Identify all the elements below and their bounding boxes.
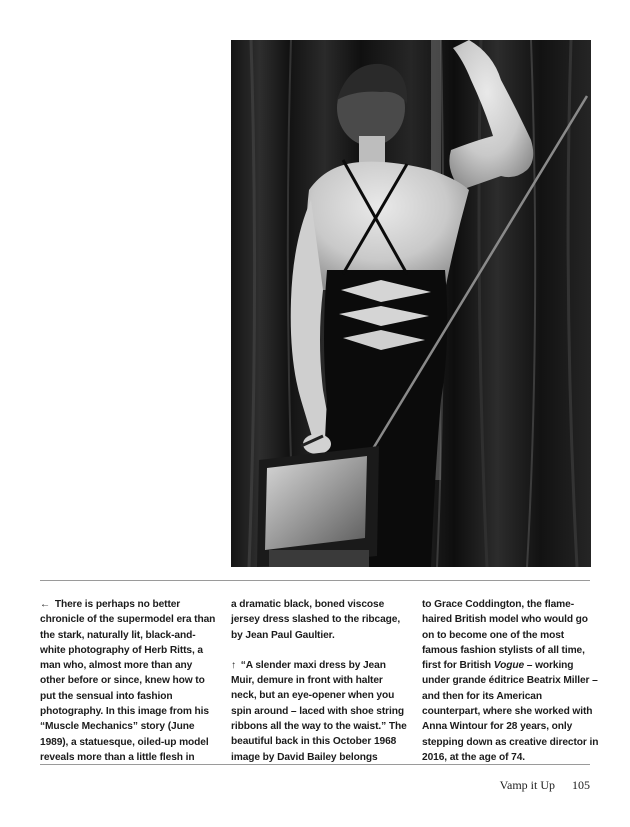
caption-text: There is perhaps no better chronicle of the supermodel era than the stark, naturally lit, black-and-white photography of Herb Ritts, a man who, almost more than any other before or since, knew how to put the sensual into fashion photography. In this image from his “Muscle Mechanics” story (June 1989), a statuesque, oiled-up model reveals more than a little flesh in [40,599,216,763]
caption-column-3 [422,597,600,765]
photo-illustration [231,40,591,567]
caption-paragraph [422,597,600,765]
left-arrow-icon: ← [40,599,51,610]
caption-paragraph [231,658,409,765]
section-title: Vamp it Up [499,778,555,792]
up-arrow-icon: ↑ [231,659,236,671]
caption-text: to Grace Coddington, the flame-haired British model who would go on to become one of the most famous fashion stylists of all time, first for British [422,599,588,672]
page-footer [500,778,590,793]
caption-text: “A slender maxi dress by Jean Muir, demure in front with halter neck, but an eye-opener when you spin around – laced with shoe string ribbons all the way to the waist.” The beautiful back in this October 1968 image by David Bailey belongs [231,659,407,763]
caption-paragraph [231,597,409,643]
fashion-photograph [231,40,591,567]
caption-column-1 [40,597,218,765]
top-divider [40,580,590,581]
vogue-title: Vogue [493,660,525,672]
caption-text: – working under grande éditrice Beatrix Miller – and then for its American counterpart, where she worked with Anna Wintour for 28 years, only stepping down as creative director in 2016, at the age of 74. [422,660,599,763]
caption-text: a dramatic black, boned viscose jersey dress slashed to the ribcage, by Jean Paul Gaultier. [231,599,401,641]
caption-paragraph [40,597,218,765]
bottom-divider [40,764,590,765]
page-number: 105 [572,778,590,792]
caption-column-2 [231,597,409,765]
